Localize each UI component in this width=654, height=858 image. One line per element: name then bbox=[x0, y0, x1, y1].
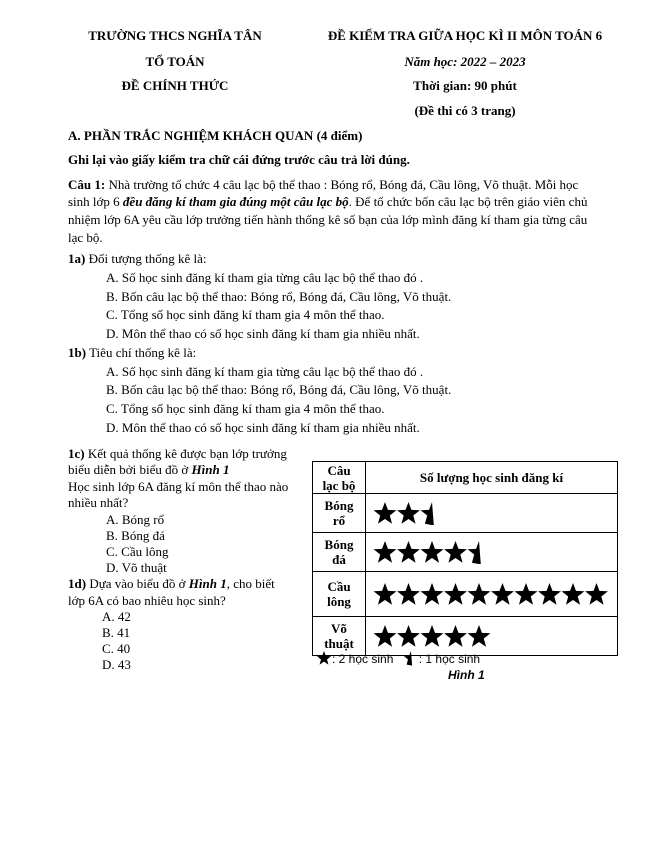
half-star-icon bbox=[421, 502, 434, 525]
q1-line-2 bbox=[68, 194, 628, 210]
q1-text-2a: sinh lớp 6 bbox=[68, 194, 123, 209]
club-name-line-2: đá bbox=[332, 552, 346, 567]
pictograph-row bbox=[313, 533, 618, 572]
q1c-line-1 bbox=[68, 446, 287, 462]
star-icon bbox=[468, 625, 491, 647]
q1b-option-b: B. Bốn câu lạc bộ thể thao: Bóng rổ, Bóng đá, Cầu lông, Võ thuật. bbox=[106, 382, 452, 397]
club-name-line-1: Võ bbox=[331, 621, 347, 636]
star-icon bbox=[562, 583, 585, 605]
q1a-text: Đối tượng thống kê là: bbox=[85, 251, 207, 266]
q1d-option-d: D. 43 bbox=[102, 657, 131, 672]
star-icon bbox=[444, 583, 467, 605]
q1b-prompt bbox=[68, 345, 628, 361]
club-name-line-1: Cầu bbox=[327, 579, 351, 594]
q1c-option-c: C. Cầu lông bbox=[106, 544, 169, 559]
star-icon bbox=[397, 541, 420, 563]
legend-half-text: : 1 học sinh bbox=[418, 652, 481, 666]
star-icon bbox=[421, 625, 444, 647]
q1-line-4: lạc bộ. bbox=[68, 230, 103, 245]
star-icon bbox=[515, 583, 538, 605]
pictograph-row bbox=[313, 494, 618, 533]
q1c-line-4: nhiều nhất? bbox=[68, 495, 129, 510]
pictograph-legend bbox=[316, 650, 480, 666]
school-name: TRƯỜNG THCS NGHĨA TÂN bbox=[88, 28, 262, 43]
q1-line-3: nhiệm lớp 6A yêu cầu lớp trưởng tiến hành thống kê số bạn của lớp mình đăng kí tham gia từng câu bbox=[68, 212, 588, 227]
star-icon bbox=[421, 541, 444, 563]
pages-note: (Đề thi có 3 trang) bbox=[414, 103, 516, 118]
q1-text-1: Nhà trường tổ chức 4 câu lạc bộ thể thao : Bóng rổ, Bóng đá, Cầu lông, Võ thuật. Mỗi học bbox=[105, 177, 579, 192]
q1c-line-3: Học sinh lớp 6A đăng kí môn thể thao nào bbox=[68, 479, 289, 494]
q1a-option-d: D. Môn thể thao có số học sinh đăng kí tham gia nhiều nhất. bbox=[106, 326, 420, 341]
row-stars bbox=[366, 494, 618, 533]
q1c-figure-ref: Hình 1 bbox=[191, 462, 230, 477]
club-name-line-1: Bóng bbox=[324, 498, 354, 513]
q1c-option-b: B. Bóng đá bbox=[106, 528, 165, 543]
row-stars bbox=[366, 572, 618, 617]
half-star-icon bbox=[404, 651, 412, 666]
star-icon bbox=[444, 541, 467, 563]
star-icon bbox=[397, 502, 420, 524]
header-count: Số lượng học sinh đăng kí bbox=[366, 462, 618, 494]
row-stars bbox=[366, 533, 618, 572]
star-icon bbox=[491, 583, 514, 605]
q1a-option-a: A. Số học sinh đăng kí tham gia từng câu lạc bộ thể thao đó . bbox=[106, 270, 424, 285]
star-icon bbox=[585, 583, 608, 605]
q1a-option-b: B. Bốn câu lạc bộ thể thao: Bóng rổ, Bóng đá, Cầu lông, Võ thuật. bbox=[106, 289, 452, 304]
star-row-svg bbox=[372, 624, 612, 648]
half-star-icon bbox=[403, 650, 419, 666]
exam-title: ĐỀ KIỂM TRA GIỮA HỌC KÌ II MÔN TOÁN 6 bbox=[327, 28, 603, 43]
q1d-line-1 bbox=[68, 576, 275, 592]
q1c-text-2: biểu diễn bởi biểu đồ ở bbox=[68, 462, 192, 477]
header-club bbox=[313, 462, 366, 494]
star-row-svg bbox=[372, 501, 612, 525]
q1d-text-1a: Dựa vào biểu đồ ở bbox=[86, 576, 189, 591]
star-icon bbox=[317, 651, 331, 665]
star-icon bbox=[468, 583, 491, 605]
header-club-line-1: Câu bbox=[327, 462, 351, 478]
q1-emphasis: đều đăng kí tham gia đúng một câu lạc bộ bbox=[122, 194, 349, 209]
section-a-title: A. PHẦN TRẮC NGHIỆM KHÁCH QUAN (4 điểm) bbox=[68, 128, 363, 143]
pictograph-header-row bbox=[313, 462, 618, 494]
club-name-line-2: lông bbox=[327, 594, 351, 609]
q1b-option-a: A. Số học sinh đăng kí tham gia từng câu lạc bộ thể thao đó . bbox=[106, 364, 424, 379]
q1d-option-c: C. 40 bbox=[102, 641, 131, 656]
club-name-line-2: rổ bbox=[332, 513, 346, 528]
exam-duration: Thời gian: 90 phút bbox=[413, 78, 517, 93]
legend-full-text: : 2 học sinh bbox=[332, 652, 394, 666]
q1a-label: 1a) bbox=[68, 251, 86, 266]
pictograph-row bbox=[313, 572, 618, 617]
q1c-option-d: D. Võ thuật bbox=[106, 560, 167, 575]
q1a-prompt bbox=[68, 251, 628, 267]
q1b-option-d: D. Môn thể thao có số học sinh đăng kí tham gia nhiều nhất. bbox=[106, 420, 420, 435]
club-name-line-2: thuật bbox=[324, 636, 354, 651]
department-name: TỔ TOÁN bbox=[145, 54, 205, 69]
q1a-option-c: C. Tổng số học sinh đăng kí tham gia 4 môn thể thao. bbox=[106, 307, 385, 322]
star-icon bbox=[374, 625, 397, 647]
q1d-label: 1d) bbox=[68, 576, 87, 591]
star-icon bbox=[374, 541, 397, 563]
school-year: Năm học: 2022 – 2023 bbox=[404, 54, 526, 69]
star-icon bbox=[397, 625, 420, 647]
star-icon bbox=[421, 583, 444, 605]
figure-caption: Hình 1 bbox=[448, 668, 485, 682]
q1c-option-a: A. Bóng rổ bbox=[106, 512, 165, 527]
q1-text-2b: . Để tổ chức bốn câu lạc bộ trên giáo viên chủ bbox=[348, 194, 588, 209]
q1b-option-c: C. Tổng số học sinh đăng kí tham gia 4 môn thể thao. bbox=[106, 401, 385, 416]
star-icon bbox=[397, 583, 420, 605]
star-icon bbox=[374, 502, 397, 524]
star-row-svg bbox=[372, 540, 612, 564]
q1b-label: 1b) bbox=[68, 345, 87, 360]
q1c-label: 1c) bbox=[68, 446, 85, 461]
row-club-name bbox=[313, 494, 366, 533]
q1-label: Câu 1: bbox=[68, 177, 106, 192]
row-club-name bbox=[313, 533, 366, 572]
q1d-figure-ref: Hình 1 bbox=[188, 576, 227, 591]
star-icon bbox=[316, 650, 332, 666]
q1c-text-1: Kết quả thống kê được bạn lớp trưởng bbox=[84, 446, 287, 461]
q1d-option-a: A. 42 bbox=[102, 609, 131, 624]
header-club-line-2: lạc bộ bbox=[322, 477, 356, 493]
q1d-text-1b: , cho biết bbox=[226, 576, 275, 591]
pictograph-table bbox=[312, 461, 618, 656]
q1b-text: Tiêu chí thống kê là: bbox=[86, 345, 197, 360]
star-icon bbox=[444, 625, 467, 647]
row-club-name bbox=[313, 572, 366, 617]
q1-line-1 bbox=[68, 177, 628, 193]
q1d-option-b: B. 41 bbox=[102, 625, 131, 640]
star-row-svg bbox=[372, 582, 612, 606]
star-icon bbox=[538, 583, 561, 605]
q1d-line-2: lớp 6A có bao nhiêu học sinh? bbox=[68, 593, 226, 608]
official-label: ĐỀ CHÍNH THỨC bbox=[121, 78, 229, 93]
star-icon bbox=[374, 583, 397, 605]
q1c-line-2 bbox=[68, 462, 229, 478]
club-name-line-1: Bóng bbox=[324, 537, 354, 552]
section-a-instruction: Ghi lại vào giấy kiểm tra chữ cái đứng trước câu trả lời đúng. bbox=[68, 152, 410, 167]
half-star-icon bbox=[468, 541, 481, 564]
